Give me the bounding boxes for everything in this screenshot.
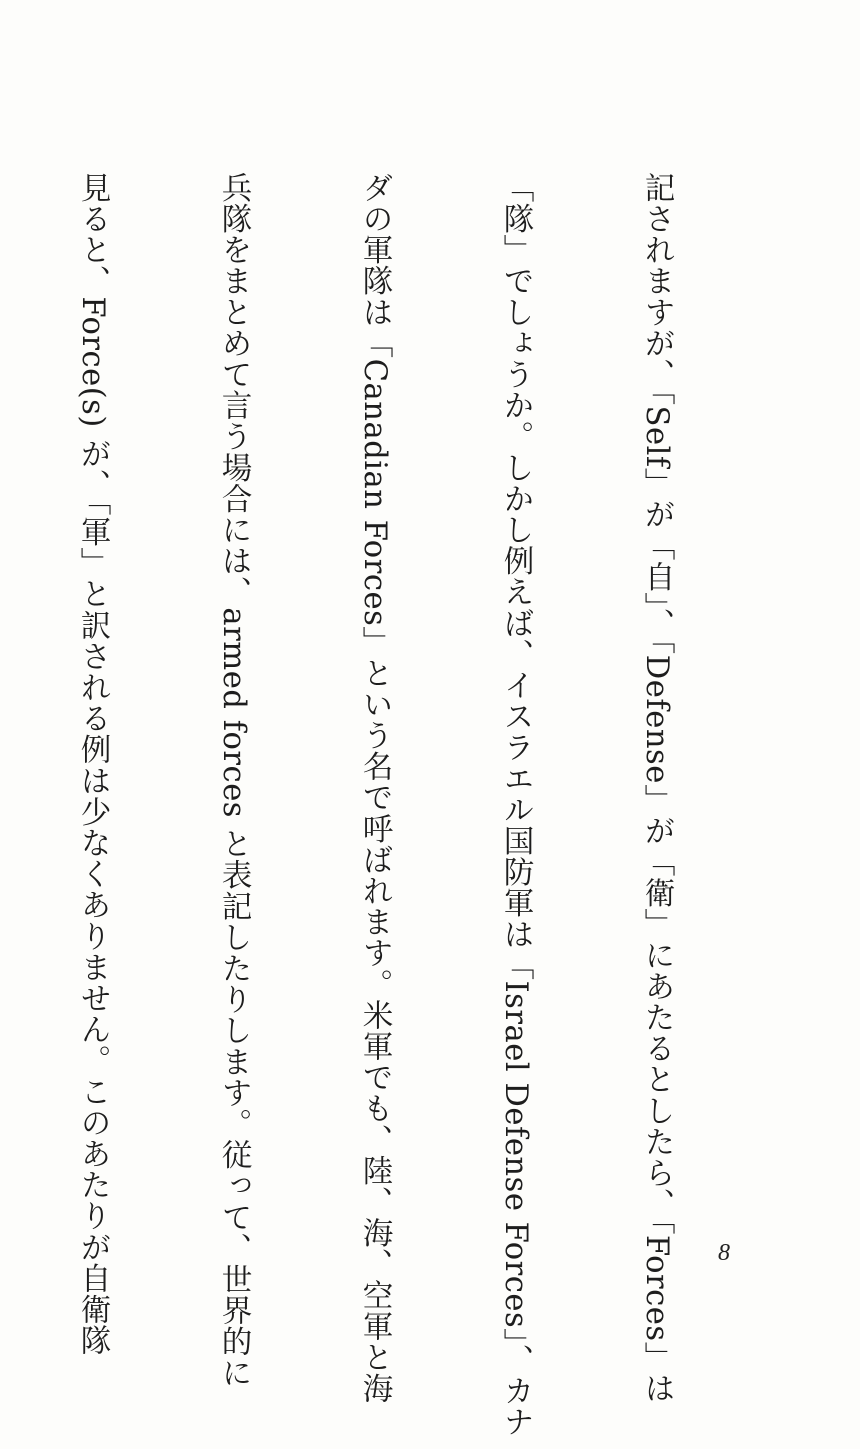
text-line: ダの軍隊は「Canadian Forces」という名で呼ばれます。米軍でも、陸、海、空軍と海 [357, 172, 392, 1404]
body-text [0, 172, 774, 1438]
text-line: 見ると、Force(s) が、「軍」と訳される例は少なくありません。このあたりが自衛隊 [75, 172, 110, 1356]
text-line: 記されますが、「Self」が「自」、「Defense」が「衛」にあたるとしたら、「Forces」は [639, 172, 674, 1404]
text-line: 「隊」でしょうか。しかし例えば、イスラエル国防軍は「Israel Defense Forces」、カナ [498, 172, 533, 1438]
text-line: 兵隊をまとめて言う場合には、armed forces と表記したりします。従って、世界的に [216, 172, 251, 1389]
page-number: 8 [718, 1240, 730, 1266]
